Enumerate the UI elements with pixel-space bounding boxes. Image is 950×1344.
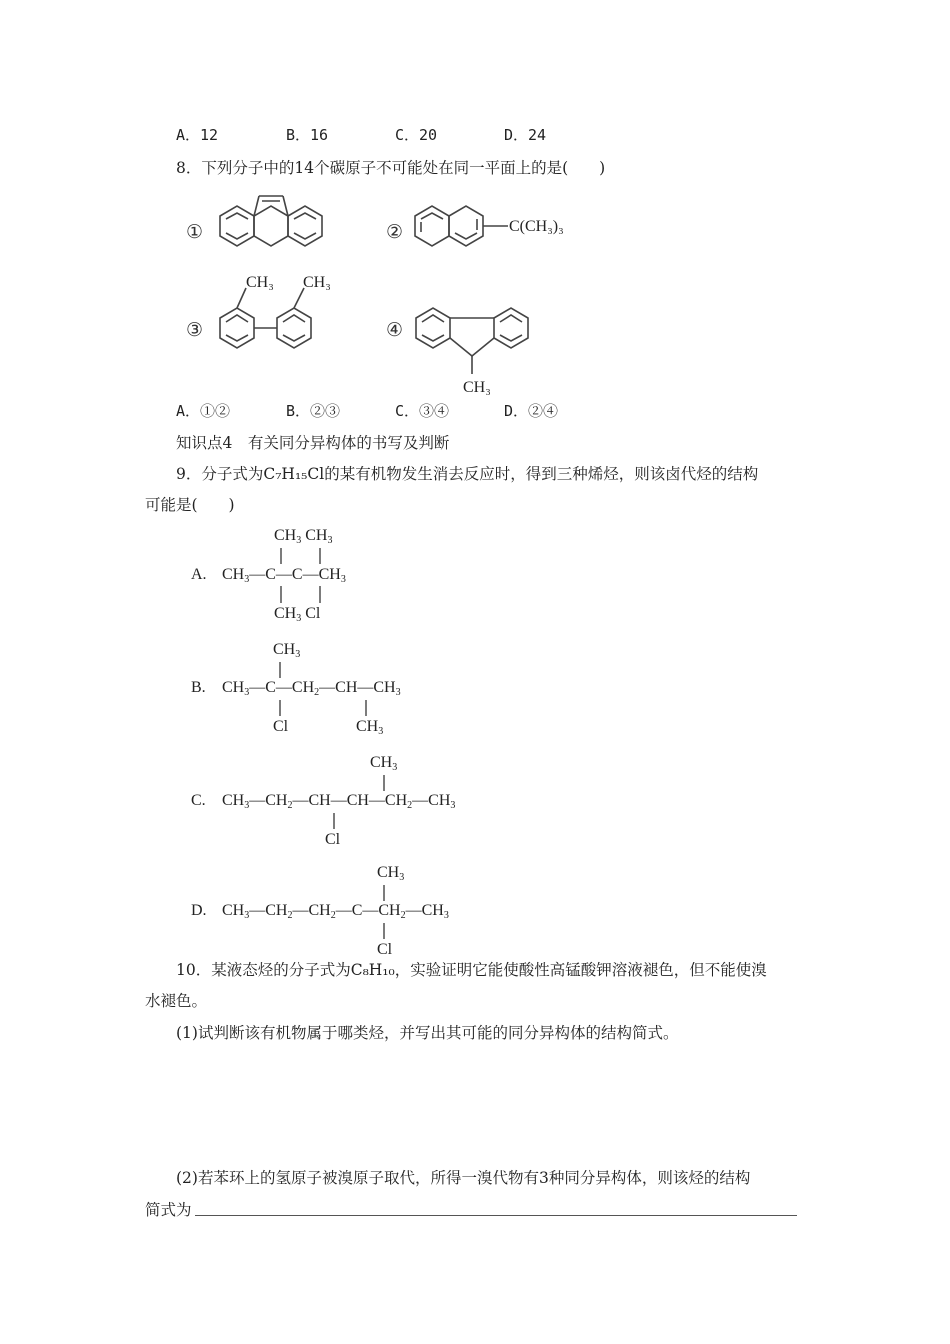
q8-group-methyl-c: CH₃ [463, 379, 491, 396]
q8-marker-4: ④ [386, 319, 404, 341]
q9-choice-d-formula: $CH_3—CH_2—CH_2—C—CH_2—CH_3$ [222, 902, 449, 921]
q10-answer-line[interactable] [195, 1215, 797, 1216]
q8-marker-2: ② [386, 221, 404, 243]
section-title: 知识点4 有关同分异构体的书写及判断 [176, 434, 450, 452]
q10-stem-line1: 10．某液态烃的分子式为C₈H₁₀，实验证明它能使酸性高锰酸钾溶液褪色，但不能使溴 [176, 961, 767, 979]
q8-group-tbutyl: C(CH₃)₃ [509, 218, 564, 235]
q8-stem: 8．下列分子中的14个碳原子不可能处在同一平面上的是( ) [176, 159, 606, 177]
q9-choice-b-cl: Cl [273, 718, 289, 735]
q7-option-c: C．20 [395, 126, 438, 144]
q8-group-methyl-a: CH₃ [246, 274, 274, 291]
q9-choice-c-cl: Cl [325, 831, 341, 848]
q8-option-c: C．③④ [395, 402, 450, 420]
q9-stem-line2: 可能是( ) [145, 496, 235, 514]
q9-choice-a-letter: A. [191, 566, 207, 583]
q8-group-methyl-b: CH₃ [303, 274, 331, 291]
q7-option-b: B．16 [286, 126, 329, 144]
q8-option-b: B．②③ [286, 402, 341, 420]
q10-part1: (1)试判断该有机物属于哪类烃，并写出其可能的同分异构体的结构简式。 [176, 1024, 679, 1042]
q9-choice-d-letter: D. [191, 902, 207, 919]
q9-choice-d-cl: Cl [377, 941, 393, 958]
q9-choice-b-formula: $CH_3—C—CH_2—CH—CH_3$ [222, 679, 401, 698]
q8-marker-3: ③ [186, 319, 204, 341]
q9-choice-b-letter: B. [191, 679, 206, 696]
q9-choice-a-formula: $CH_3—C—C—CH_3$ [222, 566, 346, 585]
q9-choice-d-top: $CH_3$ [377, 864, 405, 883]
q7-option-a: A．12 [176, 126, 219, 144]
q9-choice-a-bottom: $CH_3$ Cl [274, 605, 321, 624]
q9-choice-b-top: $CH_3$ [273, 641, 301, 660]
q9-stem-line1: 9．分子式为C₇H₁₅Cl的某有机物发生消去反应时，得到三种烯烃，则该卤代烃的结构 [176, 465, 759, 483]
q9-choice-c-letter: C. [191, 792, 206, 809]
q8-option-a: A．①② [176, 402, 231, 420]
q9-choice-a-top: $CH_3$ $CH_3$ [274, 527, 333, 546]
q10-part2-line2: 简式为 [145, 1201, 192, 1219]
q10-part2-line1: (2)若苯环上的氢原子被溴原子取代，所得一溴代物有3种同分异构体，则该烃的结构 [176, 1169, 751, 1187]
q7-option-d: D．24 [504, 126, 547, 144]
q8-option-d: D．②④ [504, 402, 559, 420]
q10-stem-line2: 水褪色。 [145, 992, 208, 1010]
q9-choice-c-formula: $CH_3—CH_2—CH—CH—CH_2—CH_3$ [222, 792, 456, 811]
q9-choice-b-methyl: $CH_3$ [356, 718, 384, 737]
q8-marker-1: ① [186, 221, 204, 243]
q9-choice-c-top: $CH_3$ [370, 754, 398, 773]
